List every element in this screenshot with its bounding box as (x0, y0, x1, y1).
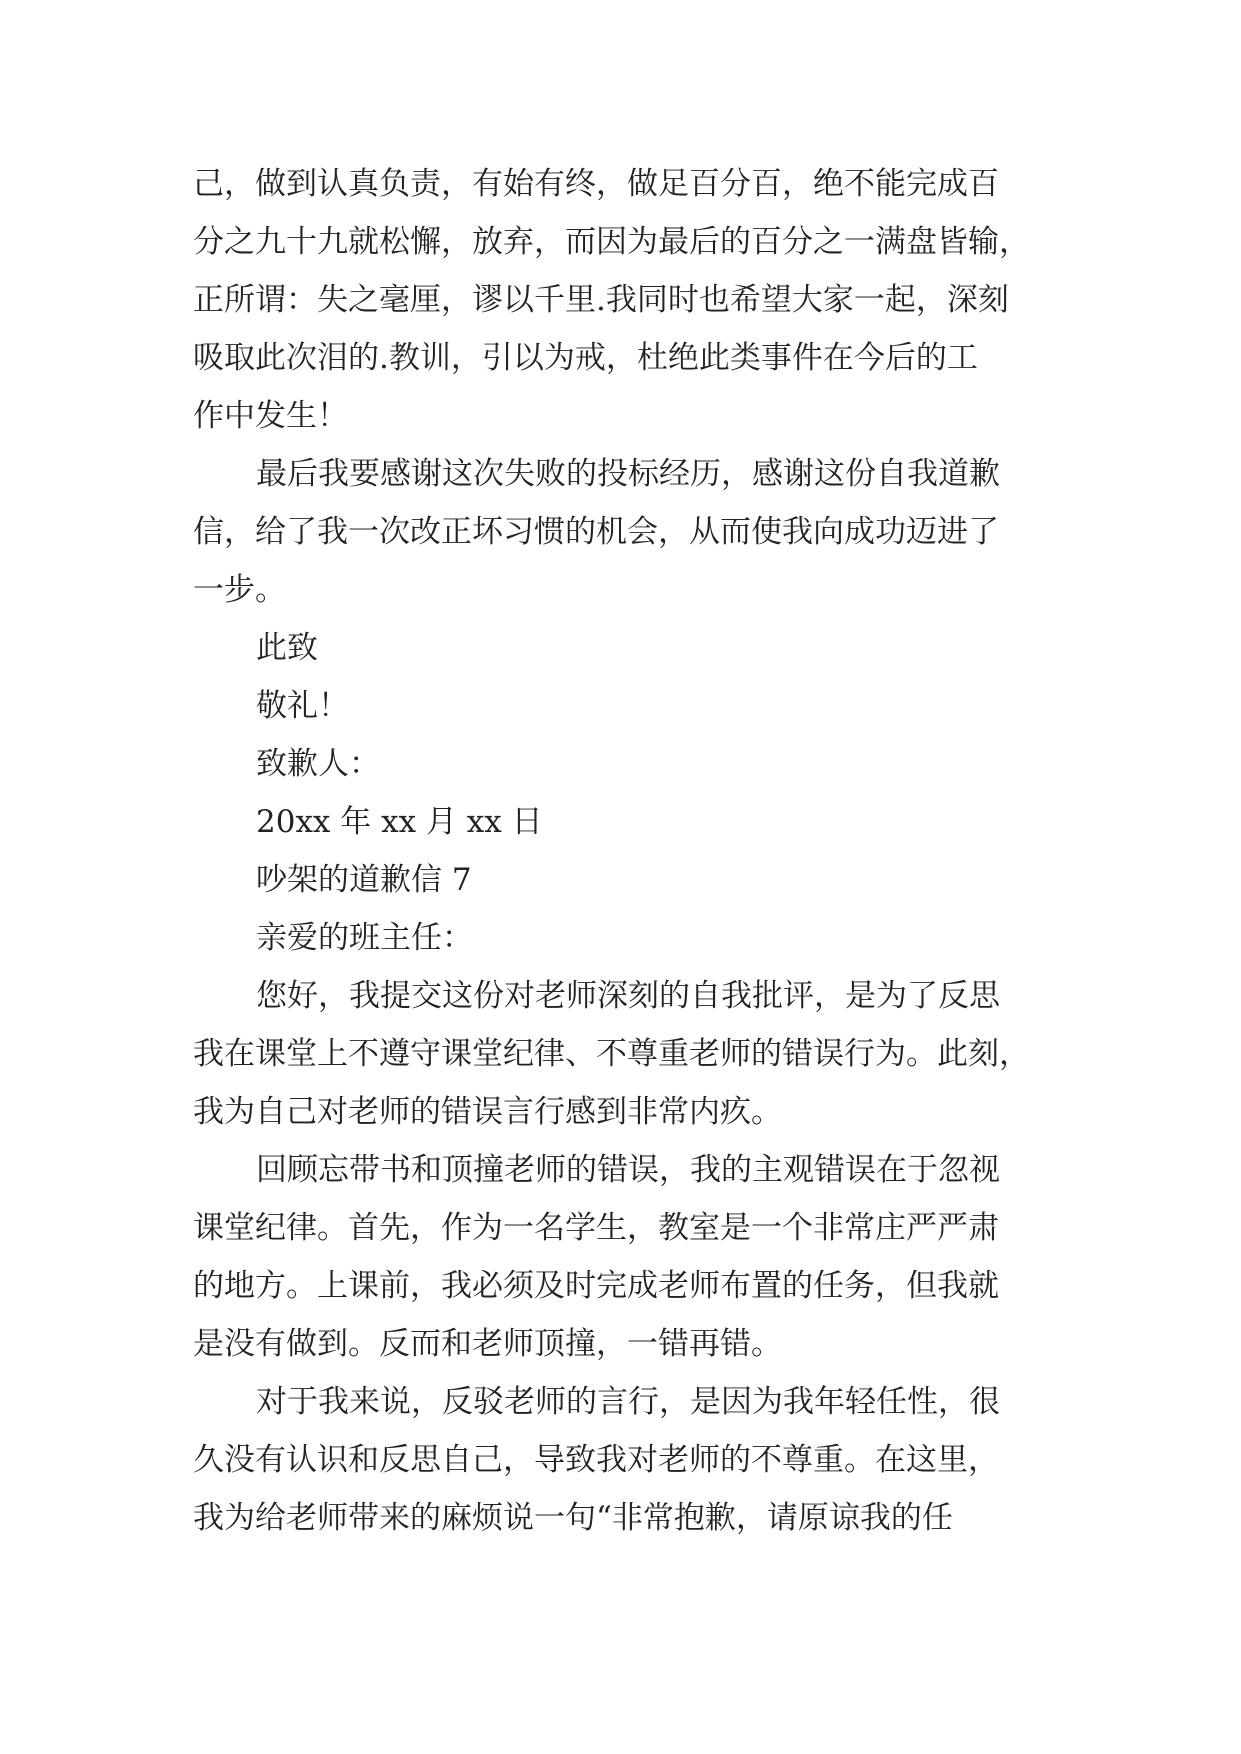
text-line: 亲爱的班主任： (256, 920, 473, 956)
text-line: 回顾忘带书和顶撞老师的错误，我的主观错误在于忽视 (256, 1152, 1000, 1188)
text-line: 我为自己对老师的错误言行感到非常内疚。 (193, 1094, 782, 1130)
text-line: 我在课堂上不遵守课堂纪律、不尊重老师的错误行为。此刻， (193, 1036, 1030, 1072)
text-line: 久没有认识和反思自己，导致我对老师的不尊重。在这里， (193, 1442, 999, 1478)
text-line: 信，给了我一次改正坏习惯的机会，从而使我向成功迈进了 (193, 514, 999, 550)
text-line: 最后我要感谢这次失败的投标经历，感谢这份自我道歉 (256, 456, 1000, 492)
text-line: 课堂纪律。首先，作为一名学生，教室是一个非常庄严严肃 (193, 1210, 999, 1246)
text-line: 20xx 年 xx 月 xx 日 (256, 804, 543, 840)
text-line: 作中发生！ (193, 398, 348, 434)
text-line: 致歉人： (256, 746, 380, 782)
text-line: 己，做到认真负责，有始有终，做足百分百，绝不能完成百 (193, 166, 999, 202)
text-line: 的地方。上课前，我必须及时完成老师布置的任务，但我就 (193, 1268, 999, 1304)
text-line: 我为给老师带来的麻烦说一句“非常抱歉，请原谅我的任 (193, 1500, 953, 1536)
text-line: 是没有做到。反而和老师顶撞，一错再错。 (193, 1326, 782, 1362)
text-line: 此致 (256, 630, 318, 666)
text-line: 对于我来说，反驳老师的言行，是因为我年轻任性，很 (256, 1384, 1000, 1420)
text-line: 吸取此次泪的.教训，引以为戒，杜绝此类事件在今后的工 (193, 340, 978, 376)
text-line: 正所谓：失之毫厘，谬以千里.我同时也希望大家一起，深刻 (193, 282, 1009, 318)
text-line: 一步。 (193, 572, 286, 608)
section-heading: 吵架的道歉信 7 (256, 862, 472, 898)
text-line: 您好，我提交这份对老师深刻的自我批评，是为了反思 (256, 978, 1000, 1014)
text-line: 敬礼！ (256, 688, 349, 724)
text-line: 分之九十九就松懈，放弃，而因为最后的百分之一满盘皆输， (193, 224, 1030, 260)
